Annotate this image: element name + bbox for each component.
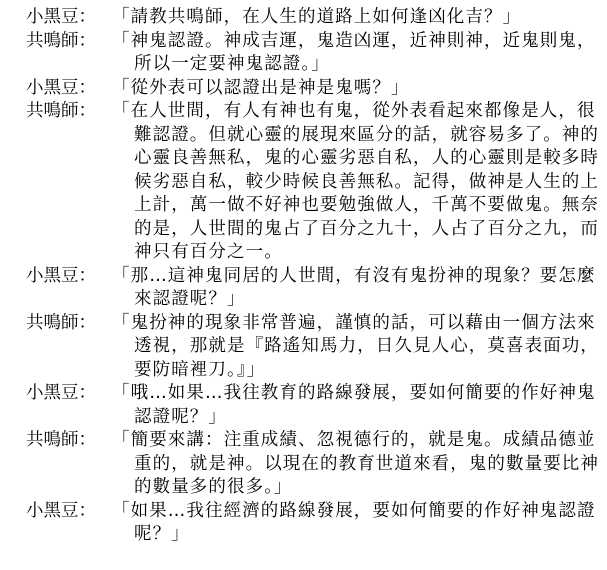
speech-text (112, 265, 596, 312)
speech-line: 「請教共鳴師，在人生的道路上如何逢凶化吉？」 (112, 7, 522, 27)
speaker-label: 小黑豆： (26, 265, 96, 286)
dialogue-entry (0, 77, 607, 101)
speech-line: 「簡要來講：注重成績、忽視德行的，就是鬼。成績品德並 (112, 430, 596, 450)
speech-line: 「哦…如果…我往教育的路線發展，要如何簡要的作好神鬼 (112, 383, 596, 403)
dialogue-entry (0, 382, 607, 429)
speech-line: 神只有百分之一。 (134, 242, 283, 262)
dialogue-entry (0, 312, 607, 383)
speaker-label: 小黑豆： (26, 7, 96, 27)
speech-line: 認證呢？」 (134, 406, 227, 427)
speech-line: 「神鬼認證。神成吉運，鬼造凶運，近神則神，近鬼則鬼， (112, 30, 596, 51)
speech-line: 「在人世間，有人有神也有鬼，從外表看起來都像是人，很 (112, 101, 596, 121)
dialogue-entry (0, 100, 607, 265)
speech-line: 來認證呢？」 (134, 289, 246, 309)
dialogue-entry (0, 500, 607, 547)
speech-line: 透視，那就是『路遙知馬力，日久見人心，莫喜表面功， (134, 336, 599, 356)
speech-text (112, 30, 596, 77)
speech-line: 心靈良善無私，鬼的心靈劣惡自私，人的心靈則是較多時 (134, 148, 599, 168)
dialogue-entry (0, 429, 607, 500)
speaker-label: 共鳴師： (26, 312, 96, 333)
speech-line: 的是，人世間的鬼占了百分之九十，人占了百分之九，而 (134, 218, 599, 239)
speech-line: 的數量多的很多。」 (134, 477, 293, 497)
dialogue-entry (0, 265, 607, 312)
speech-text (112, 6, 592, 30)
speech-line: 「從外表可以認證出是神是鬼嗎？」 (112, 77, 410, 98)
speaker-label: 小黑豆： (26, 383, 96, 403)
speaker-label: 共鳴師： (26, 101, 96, 121)
speaker-label: 共鳴師： (26, 430, 96, 450)
speech-text (112, 312, 599, 383)
speech-line: 上計，萬一做不好神也要勉強做人，千萬不要做鬼。無奈 (134, 195, 599, 215)
speaker-label: 共鳴師： (26, 30, 96, 51)
speech-text (112, 500, 596, 547)
speech-text (112, 429, 599, 500)
speech-text (112, 100, 599, 265)
speech-line: 候劣惡自私，較少時候良善無私。記得，做神是人生的上 (134, 171, 599, 192)
speech-line: 重的，就是神。以現在的教育世道來看，鬼的數量要比神 (134, 453, 599, 474)
dialogue-entry (0, 30, 607, 77)
speech-line: 「鬼扮神的現象非常普遍，謹慎的話，可以藉由一個方法來 (112, 312, 596, 333)
speech-line: 「如果…我往經濟的路線發展，要如何簡要的作好神鬼認證 (112, 500, 596, 521)
speaker-label: 小黑豆： (26, 77, 96, 98)
speech-line: 所以一定要神鬼認證。」 (134, 54, 330, 74)
speaker-label: 小黑豆： (26, 500, 96, 521)
speech-line: 難認證。但就心靈的展現來區分的話，就容易多了。神的 (134, 124, 599, 145)
speech-line: 呢？」 (134, 524, 190, 544)
speech-text (112, 382, 596, 429)
speech-text (112, 77, 592, 101)
speech-line: 要防暗裡刀。』」 (134, 359, 266, 380)
dialogue-entry (0, 6, 607, 30)
speech-line: 「那…這神鬼同居的人世間，有沒有鬼扮神的現象？要怎麼 (112, 265, 596, 286)
